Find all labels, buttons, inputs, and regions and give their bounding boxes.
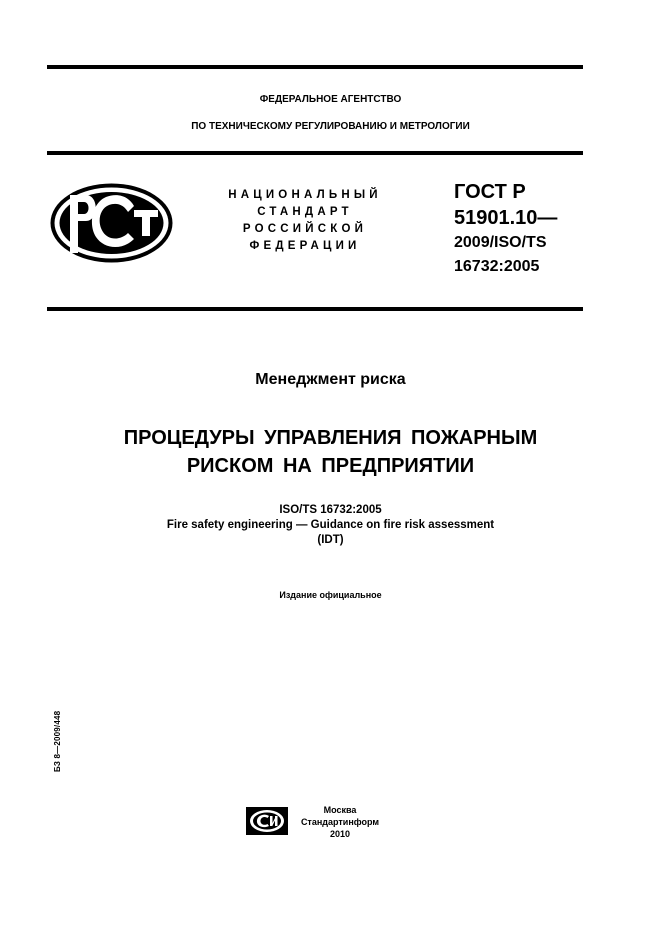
block-rule bbox=[47, 307, 583, 311]
national-standard-line-2: СТАНДАРТ bbox=[257, 206, 353, 218]
publisher-city: Москва bbox=[323, 805, 357, 815]
gost-number-line-4: 16732:2005 bbox=[454, 258, 540, 275]
gost-number-line-2: 51901.10— bbox=[454, 207, 558, 229]
gost-r-emblem-icon bbox=[48, 181, 175, 265]
gost-number-line-1: ГОСТ Р bbox=[454, 181, 526, 203]
national-standard-line-1: НАЦИОНАЛЬНЫЙ bbox=[228, 189, 382, 201]
edition-label: Издание официальное bbox=[279, 590, 382, 600]
national-standard-line-4: ФЕДЕРАЦИИ bbox=[249, 240, 361, 252]
publisher-year: 2010 bbox=[329, 829, 351, 839]
publisher-name: Стандартинформ bbox=[300, 817, 380, 827]
iso-title: Fire safety engineering — Guidance on fire risk assessment bbox=[166, 519, 495, 531]
agency-line-1: ФЕДЕРАЛЬНОЕ АГЕНТСТВО bbox=[259, 94, 402, 105]
header-rule bbox=[47, 151, 583, 155]
standartinform-logo-icon bbox=[245, 806, 289, 836]
national-standard-line-3: РОССИЙСКОЙ bbox=[242, 223, 368, 235]
agency-line-2: ПО ТЕХНИЧЕСКОМУ РЕГУЛИРОВАНИЮ И МЕТРОЛОГИИ bbox=[191, 121, 470, 132]
iso-degree: (IDT) bbox=[317, 534, 344, 546]
document-title-line-2: РИСКОМ НА ПРЕДПРИЯТИИ bbox=[186, 455, 475, 477]
document-subtitle: Менеджмент риска bbox=[255, 371, 406, 388]
document-title-line-1: ПРОЦЕДУРЫ УПРАВЛЕНИЯ ПОЖАРНЫМ bbox=[123, 427, 538, 449]
iso-code: ISO/TS 16732:2005 bbox=[279, 504, 382, 516]
side-code: БЗ 8—2009/448 bbox=[53, 710, 62, 772]
top-rule bbox=[47, 65, 583, 69]
gost-number-line-3: 2009/ISO/TS bbox=[454, 234, 547, 251]
